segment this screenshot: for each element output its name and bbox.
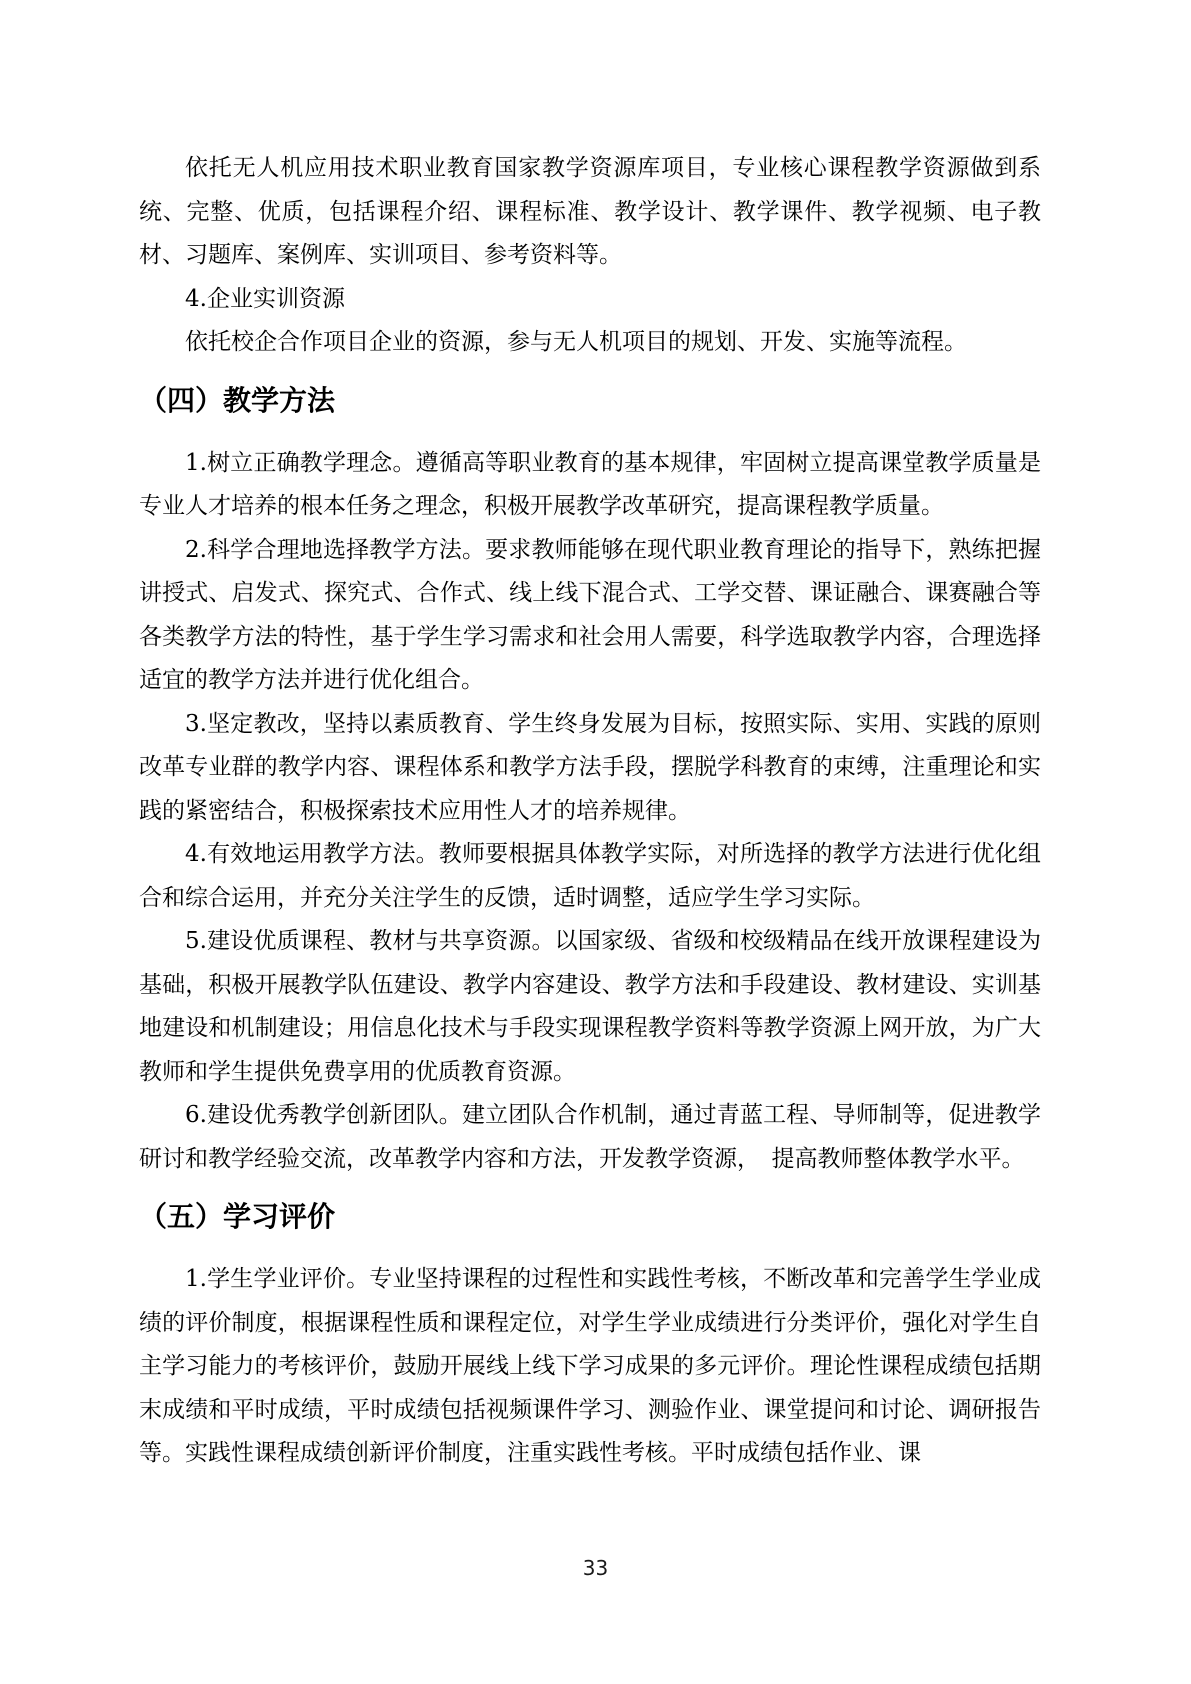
paragraph-enterprise-cooperation-resources: 依托校企合作项目企业的资源，参与无人机项目的规划、开发、实施等流程。 [185, 329, 967, 355]
paragraph-4-teaching-method-application: 4.有效地运用教学方法。教师要根据具体教学实际，对所选择的教学方法进行优化组合和综合运用，并充分关注学生的反馈，适时调整，适应学生学习实际。 [139, 841, 1041, 911]
paragraph-3-teaching-reform: 3.坚定教改，坚持以素质教育、学生终身发展为目标，按照实际、实用、实践的原则改革专业群的教学内容、课程体系和教学方法手段，摆脱学科教育的束缚，注重理论和实践的紧密结合，积极探索技术应用性人才的培养规律。 [139, 710, 1041, 824]
paragraph-5-quality-courses-shared-resources: 5.建设优质课程、教材与共享资源。以国家级、省级和校级精品在线开放课程建设为基础，积极开展教学队伍建设、教学内容建设、教学方法和手段建设、教材建设、实训基地建设和机制建设；用信息化技术与手段实现课程教学资料等教学资源上网开放，为广大教师和学生提供免费享用的优质教育资源。 [139, 928, 1041, 1085]
section-heading-learning-evaluation: （五）学习评价 [139, 1200, 336, 1233]
list-heading-enterprise-training-resources: 4.企业实训资源 [185, 285, 345, 312]
paragraph-1-student-academic-evaluation: 1.学生学业评价。专业坚持课程的过程性和实践性考核，不断改革和完善学生学业成绩的评价制度，根据课程性质和课程定位，对学生学业成绩进行分类评价，强化对学生自主学习能力的考核评价，鼓励开展线上线下学习成果的多元评价。理论性课程成绩包括期末成绩和平时成绩，平时成绩包括视频课件学习、测验作业、课堂提问和讨论、调研报告等。实践性课程成绩创新评价制度，注重实践性考核。平时成绩包括作业、课 [139, 1266, 1041, 1466]
paragraph-6-teaching-innovation-team: 6.建设优秀教学创新团队。建立团队合作机制，通过青蓝工程、导师制等，促进教学研讨和教学经验交流，改革教学内容和方法，开发教学资源， 提高教师整体教学水平。 [139, 1102, 1041, 1172]
section-heading-teaching-methods: （四）教学方法 [139, 383, 336, 417]
page-footer [0, 1556, 1191, 1580]
paragraph-1-teaching-concept: 1.树立正确教学理念。遵循高等职业教育的基本规律，牢固树立提高课堂教学质量是专业人才培养的根本任务之理念，积极开展教学改革研究，提高课程教学质量。 [139, 449, 1041, 519]
paragraph-2-teaching-method-selection: 2.科学合理地选择教学方法。要求教师能够在现代职业教育理论的指导下，熟练把握讲授式、启发式、探究式、合作式、线上线下混合式、工学交替、课证融合、课赛融合等各类教学方法的特性，基于学生学习需求和社会用人需要，科学选取教学内容，合理选择适宜的教学方法并进行优化组合。 [139, 536, 1041, 693]
page-number: 33 [582, 1556, 609, 1580]
paragraph-teaching-resource-library: 依托无人机应用技术职业教育国家教学资源库项目，专业核心课程教学资源做到系统、完整、优质，包括课程介绍、课程标准、教学设计、教学课件、教学视频、电子教材、习题库、案例库、实训项目、参考资料等。 [139, 155, 1041, 268]
page-content [139, 147, 1041, 1476]
